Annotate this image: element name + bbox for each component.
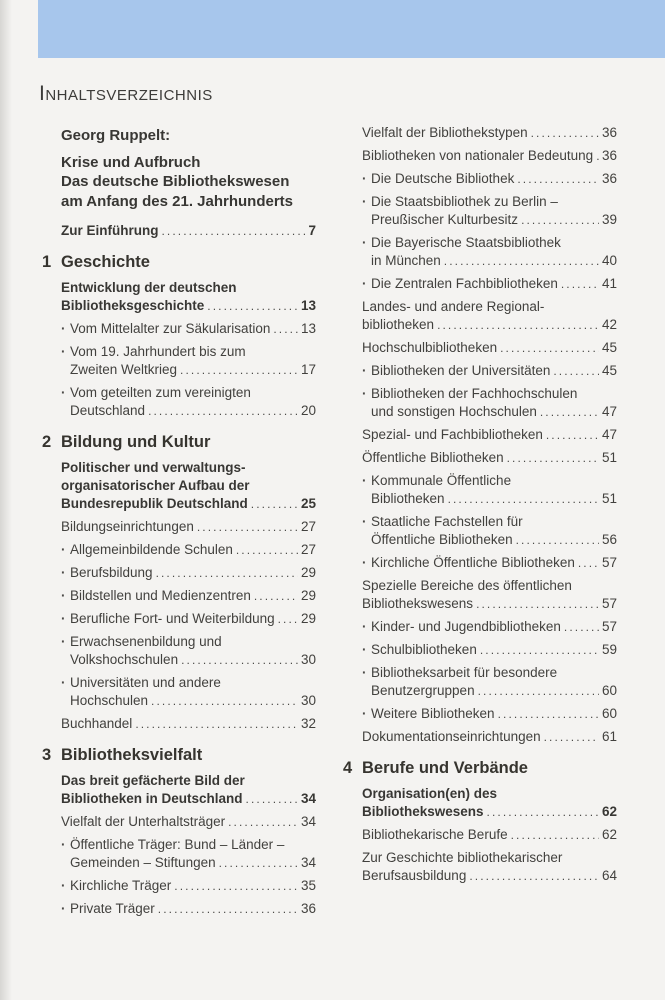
toc-entry-line <box>343 124 617 142</box>
toc-entry-line: · Vom geteilten zum vereinigten <box>42 384 316 402</box>
chapter-title: Bildung und Kultur <box>61 433 211 451</box>
toc-entry <box>343 728 617 746</box>
toc-sub-entry <box>42 343 316 379</box>
dot-leader <box>521 211 599 229</box>
toc-sub-entry <box>343 234 617 270</box>
page-number: 62 <box>601 827 617 842</box>
chapter-number: 1 <box>42 253 52 271</box>
entry-text: Zweiten Weltkrieg <box>70 362 178 377</box>
page-number: 32 <box>300 716 316 731</box>
page-number: 59 <box>601 642 617 657</box>
dot-leader <box>517 170 599 188</box>
dot-leader <box>180 361 298 379</box>
chapter-title: Geschichte <box>61 253 150 271</box>
chapter-number: 4 <box>343 759 353 777</box>
entry-text: Preußischer Kulturbesitz <box>371 212 519 227</box>
page-number: 62 <box>601 804 617 819</box>
toc-entry-line: am Anfang des 21. Jahrhunderts <box>61 192 294 210</box>
entry-text: · Kinder- und Jugendbibliotheken <box>371 619 561 634</box>
toc-entry-line: Krise und Aufbruch <box>61 153 201 171</box>
entry-text: Vielfalt der Bibliothekstypen <box>362 125 528 140</box>
dot-leader <box>161 222 305 240</box>
toc-chapter-heading <box>343 758 617 778</box>
toc-sub-entry <box>343 513 617 549</box>
toc-chapter-heading <box>42 252 316 272</box>
entry-text: · Bildstellen und Medienzentren <box>70 588 251 603</box>
dot-leader <box>511 826 599 844</box>
dot-leader <box>135 715 298 733</box>
toc-entry <box>343 298 617 334</box>
toc-entry-line <box>343 316 617 334</box>
dot-leader <box>236 541 298 559</box>
toc-entry-line <box>42 587 316 605</box>
entry-text: Buchhandel <box>61 716 133 731</box>
toc-entry <box>343 339 617 357</box>
toc-sub-entry <box>343 618 617 636</box>
toc-column-left <box>42 126 316 923</box>
entry-text: Bibliothekswesens <box>362 804 484 819</box>
toc-entry-line: Spezielle Bereiche des öffentlichen <box>362 578 572 593</box>
toc-entry-line <box>343 803 617 821</box>
entry-text: Deutschland <box>70 403 146 418</box>
toc-sub-entry <box>343 472 617 508</box>
page-number: 47 <box>601 427 617 442</box>
chapter-number: 3 <box>42 746 52 764</box>
entry-text: · Schulbibliotheken <box>371 642 477 657</box>
toc-entry-line <box>42 715 316 733</box>
toc-sub-entry <box>42 674 316 710</box>
dot-leader <box>273 320 298 338</box>
toc-entry-line <box>42 222 316 240</box>
toc-entry-line: Das breit gefächerte Bild der <box>61 773 245 788</box>
page-number: 42 <box>601 317 617 332</box>
dot-leader <box>444 252 599 270</box>
page-number: 34 <box>300 814 316 829</box>
dot-leader <box>469 867 599 885</box>
entry-text: · Weitere Bibliotheken <box>371 706 495 721</box>
toc-entry-line <box>343 531 617 549</box>
toc-entry-line: · Die Staatsbibliothek zu Berlin – <box>343 193 617 211</box>
toc-entry <box>343 849 617 885</box>
page-number: 27 <box>300 542 316 557</box>
entry-text: Bibliotheksgeschichte <box>61 298 205 313</box>
toc-sub-entry <box>42 900 316 918</box>
toc-entry <box>42 126 316 146</box>
dot-leader <box>498 705 599 723</box>
toc-entry <box>42 279 316 315</box>
dot-leader <box>448 490 599 508</box>
toc-entry-line: organisatorischer Aufbau der <box>61 478 250 493</box>
toc-entry-line <box>42 692 316 710</box>
toc-entry-line <box>42 564 316 582</box>
toc-entry-line <box>42 297 316 315</box>
entry-text: Benutzergruppen <box>371 683 475 698</box>
dot-leader <box>500 339 599 357</box>
entry-text: Bibliothekarische Berufe <box>362 827 508 842</box>
toc-entry-line <box>343 682 617 700</box>
entry-text: Bildungseinrichtungen <box>61 519 194 534</box>
page-number: 45 <box>601 340 617 355</box>
toc-sub-entry <box>343 664 617 700</box>
toc-sub-entry <box>42 384 316 420</box>
toc-entry-line: Georg Ruppelt: <box>61 127 171 144</box>
toc-sub-entry <box>42 610 316 628</box>
dot-leader <box>246 790 298 808</box>
toc-entry-line: Organisation(en) des <box>362 786 498 801</box>
chapter-title: Bibliotheksvielfalt <box>61 746 203 764</box>
entry-text: Berufsausbildung <box>362 868 467 883</box>
toc-entry-line: Landes- und andere Regional- <box>362 299 545 314</box>
toc-sub-entry <box>343 275 617 293</box>
dot-leader <box>540 403 599 421</box>
dot-leader <box>578 554 599 572</box>
toc-entry <box>343 577 617 613</box>
page-number: 61 <box>601 729 617 744</box>
page-number: 17 <box>300 362 316 377</box>
chapter-number: 2 <box>42 433 52 451</box>
entry-text: Spezial- und Fachbibliotheken <box>362 427 543 442</box>
toc-sub-entry <box>42 541 316 559</box>
toc-entry-line <box>42 361 316 379</box>
toc-entry <box>42 459 316 513</box>
toc-entry <box>343 426 617 444</box>
toc-entry <box>343 826 617 844</box>
toc-sub-entry <box>42 320 316 338</box>
page-number: 60 <box>601 706 617 721</box>
toc-chapter-heading <box>42 745 316 765</box>
toc-entry-line: · Bibliotheksarbeit für besondere <box>343 664 617 682</box>
entry-text: Öffentliche Bibliotheken <box>362 450 504 465</box>
toc-sub-entry <box>343 385 617 421</box>
page-number: 13 <box>300 298 316 313</box>
entry-text: Bundesrepublik Deutschland <box>61 496 248 511</box>
entry-text: · Bibliotheken der Universitäten <box>371 363 551 378</box>
page-number: 51 <box>601 491 617 506</box>
toc-entry <box>343 449 617 467</box>
dot-leader <box>561 275 599 293</box>
toc-sub-entry <box>343 554 617 572</box>
toc-entry-line <box>343 426 617 444</box>
page-number: 57 <box>601 619 617 634</box>
toc-entry <box>42 518 316 536</box>
entry-text: · Vom Mittelalter zur Säkularisation <box>70 321 271 336</box>
page-number: 36 <box>601 171 617 186</box>
dot-leader <box>487 803 599 821</box>
entry-text: und sonstigen Hochschulen <box>371 404 537 419</box>
toc-entry <box>42 813 316 831</box>
page-number: 29 <box>300 588 316 603</box>
dot-leader <box>480 641 599 659</box>
toc-entry-line: · Öffentliche Träger: Bund – Länder – <box>42 836 316 854</box>
toc-entry-line: · Kommunale Öffentliche <box>343 472 617 490</box>
toc-entry-line <box>343 275 617 293</box>
entry-text: Bibliothekswesens <box>362 596 474 611</box>
entry-text: Öffentliche Bibliotheken <box>371 532 513 547</box>
toc-entry-line <box>42 320 316 338</box>
toc-entry-line <box>343 170 617 188</box>
entry-text: Vielfalt der Unterhaltsträger <box>61 814 226 829</box>
header-banner <box>38 0 665 58</box>
page-number: 56 <box>601 532 617 547</box>
toc-entry-line: · Erwachsenenbildung und <box>42 633 316 651</box>
toc-sub-entry <box>42 587 316 605</box>
toc-entry-line <box>343 728 617 746</box>
toc-entry-line <box>343 362 617 380</box>
toc-sub-entry <box>343 170 617 188</box>
toc-entry-line: · Staatliche Fachstellen für <box>343 513 617 531</box>
toc-sub-entry <box>42 836 316 872</box>
dot-leader <box>174 877 298 895</box>
entry-text: Hochschulbibliotheken <box>362 340 498 355</box>
toc-entry-line: Zur Geschichte bibliothekarischer <box>362 850 563 865</box>
toc-entry-line: · Universitäten und andere <box>42 674 316 692</box>
page-title: Inhaltsverzeichnis <box>39 82 213 105</box>
toc-entry-line <box>343 339 617 357</box>
toc-entry-line: · Die Bayerische Staatsbibliothek <box>343 234 617 252</box>
entry-text: Volkshochschulen <box>70 652 179 667</box>
toc-entry-line <box>343 211 617 229</box>
toc-entry <box>343 124 617 142</box>
entry-text: · Die Zentralen Fachbibliotheken <box>371 276 558 291</box>
page-number: 29 <box>300 565 316 580</box>
dot-leader <box>151 692 298 710</box>
entry-text: · Allgemeinbildende Schulen <box>70 542 233 557</box>
entry-text: in München <box>371 253 441 268</box>
toc-entry <box>42 222 316 240</box>
dot-leader <box>207 297 298 315</box>
toc-entry-line <box>343 705 617 723</box>
entry-text: Zur Einführung <box>61 223 159 238</box>
page-number: 30 <box>300 652 316 667</box>
dot-leader <box>228 813 298 831</box>
page-number: 34 <box>300 791 316 806</box>
toc-entry-line <box>42 518 316 536</box>
dot-leader <box>564 618 599 636</box>
toc-entry-line <box>42 651 316 669</box>
dot-leader <box>596 147 599 165</box>
entry-text: · Kirchliche Träger <box>70 878 172 893</box>
dot-leader <box>158 900 298 918</box>
page-number: 29 <box>300 611 316 626</box>
page-number: 30 <box>300 693 316 708</box>
page-edge-shadow <box>0 0 12 1000</box>
dot-leader <box>478 682 599 700</box>
toc-entry-line: Politischer und verwaltungs- <box>61 460 246 475</box>
toc-entry-line: · Bibliotheken der Fachhochschulen <box>343 385 617 403</box>
toc-entry-line <box>343 490 617 508</box>
dot-leader <box>181 651 298 669</box>
toc-entry-line <box>343 826 617 844</box>
toc-entry-line <box>42 402 316 420</box>
page-number: 39 <box>601 212 617 227</box>
chapter-title: Berufe und Verbände <box>362 759 528 777</box>
toc-entry <box>343 147 617 165</box>
entry-text: Bibliotheken von nationaler Bedeutung <box>362 148 594 163</box>
page-number: 27 <box>300 519 316 534</box>
dot-leader <box>544 728 599 746</box>
dot-leader <box>531 124 599 142</box>
page-number: 40 <box>601 253 617 268</box>
page-number: 20 <box>300 403 316 418</box>
entry-text: Gemeinden – Stiftungen <box>70 855 216 870</box>
dot-leader <box>507 449 599 467</box>
dot-leader <box>437 316 599 334</box>
toc-entry-line: · Vom 19. Jahrhundert bis zum <box>42 343 316 361</box>
toc-sub-entry <box>343 362 617 380</box>
toc-entry-line <box>343 449 617 467</box>
dot-leader <box>156 564 298 582</box>
page-number: 45 <box>601 363 617 378</box>
toc-entry-line <box>343 641 617 659</box>
toc-entry <box>343 785 617 821</box>
dot-leader <box>278 610 298 628</box>
toc-entry-line <box>343 595 617 613</box>
toc-column-right <box>343 124 617 890</box>
entry-text: Dokumentationseinrichtungen <box>362 729 541 744</box>
entry-text: · Berufliche Fort- und Weiterbildung <box>70 611 275 626</box>
dot-leader <box>148 402 298 420</box>
toc-entry-line <box>42 541 316 559</box>
toc-entry-line <box>343 867 617 885</box>
entry-text: · Die Deutsche Bibliothek <box>371 171 515 186</box>
page-number: 36 <box>300 901 316 916</box>
page-number: 36 <box>601 125 617 140</box>
toc-sub-entry <box>42 633 316 669</box>
page-number: 25 <box>300 496 316 511</box>
toc-entry <box>42 715 316 733</box>
dot-leader <box>516 531 599 549</box>
page-number: 64 <box>601 868 617 883</box>
page-number: 57 <box>601 555 617 570</box>
dot-leader <box>546 426 599 444</box>
toc-entry-line <box>42 854 316 872</box>
entry-text: · Berufsbildung <box>70 565 153 580</box>
toc-sub-entry <box>42 564 316 582</box>
toc-entry-line <box>42 877 316 895</box>
page-number: 34 <box>300 855 316 870</box>
entry-text: · Private Träger <box>70 901 155 916</box>
toc-entry-line: Entwicklung der deutschen <box>61 280 237 295</box>
dot-leader <box>254 587 298 605</box>
entry-text: Bibliotheken <box>371 491 445 506</box>
toc-sub-entry <box>343 705 617 723</box>
page-number: 57 <box>601 596 617 611</box>
toc-entry-line <box>42 900 316 918</box>
page-number: 41 <box>601 276 617 291</box>
toc-entry <box>42 153 316 212</box>
page-number: 7 <box>308 223 316 238</box>
dot-leader <box>476 595 599 613</box>
page-number: 51 <box>601 450 617 465</box>
entry-text: · Kirchliche Öffentliche Bibliotheken <box>371 555 575 570</box>
toc-entry-line <box>343 252 617 270</box>
toc-entry-line <box>42 495 316 513</box>
dot-leader <box>553 362 599 380</box>
toc-sub-entry <box>42 877 316 895</box>
toc-entry <box>42 772 316 808</box>
entry-text: Hochschulen <box>70 693 149 708</box>
page-number: 60 <box>601 683 617 698</box>
entry-text: bibliotheken <box>362 317 435 332</box>
page-number: 35 <box>300 878 316 893</box>
toc-entry-line <box>343 403 617 421</box>
page-number: 47 <box>601 404 617 419</box>
toc-sub-entry <box>343 641 617 659</box>
page-number: 36 <box>601 148 617 163</box>
toc-sub-entry <box>343 193 617 229</box>
toc-chapter-heading <box>42 432 316 452</box>
toc-entry-line <box>343 554 617 572</box>
dot-leader <box>251 495 298 513</box>
dot-leader <box>219 854 298 872</box>
dot-leader <box>197 518 298 536</box>
toc-entry-line <box>42 790 316 808</box>
page-number: 13 <box>300 321 316 336</box>
toc-entry-line <box>42 610 316 628</box>
toc-entry-line <box>42 813 316 831</box>
toc-entry-line <box>343 147 617 165</box>
toc-entry-line: Das deutsche Bibliothekswesen <box>61 173 290 190</box>
entry-text: Bibliotheken in Deutschland <box>61 791 243 806</box>
toc-entry-line <box>343 618 617 636</box>
